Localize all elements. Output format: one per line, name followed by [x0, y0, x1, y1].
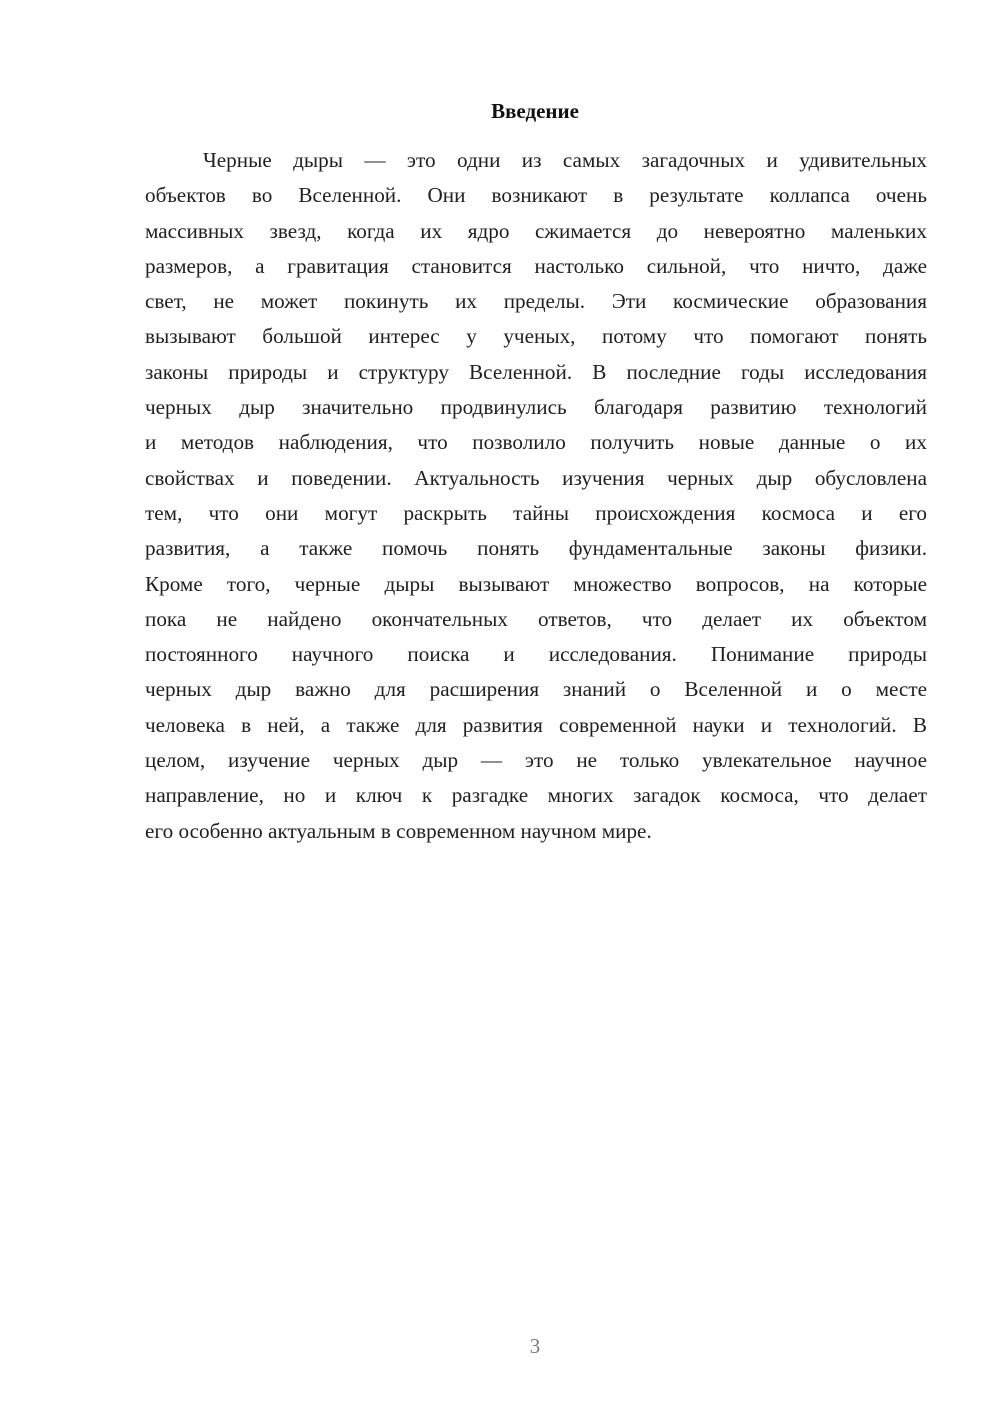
paragraph-line: размеров, а гравитация становится настолько сильной, что ничто, даже [145, 253, 927, 278]
section-heading: Введение [491, 99, 579, 123]
paragraph-line: пока не найдено окончательных ответов, что делает их объектом [145, 606, 927, 631]
paragraph-line: свойствах и поведении. Актуальность изучения черных дыр обусловлена [145, 465, 927, 490]
paragraph-line: направление, но и ключ к разгадке многих загадок космоса, что делает [145, 783, 927, 808]
paragraph-line: законы природы и структуру Вселенной. В последние годы исследования [145, 359, 927, 384]
paragraph-line: и методов наблюдения, что позволило получить новые данные о их [145, 430, 927, 455]
paragraph-line: черных дыр важно для расширения знаний о Вселенной и о месте [145, 677, 927, 702]
paragraph-line: объектов во Вселенной. Они возникают в результате коллапса очень [145, 183, 927, 208]
body-paragraph [145, 143, 927, 849]
paragraph-line: свет, не может покинуть их пределы. Эти космические образования [145, 289, 927, 314]
paragraph-line: черных дыр значительно продвинулись благодаря развитию технологий [145, 395, 927, 420]
page-number: 3 [529, 1334, 541, 1358]
paragraph-line: развития, а также помочь понять фундаментальные законы физики. [145, 536, 927, 561]
paragraph-line: вызывают большой интерес у ученых, потому что помогают понять [145, 324, 927, 349]
paragraph-line: массивных звезд, когда их ядро сжимается до невероятно маленьких [145, 218, 927, 243]
paragraph-line: тем, что они могут раскрыть тайны происхождения космоса и его [145, 500, 927, 525]
paragraph-line: человека в ней, а также для развития современной науки и технологий. В [145, 712, 927, 737]
paragraph-line: Кроме того, черные дыры вызывают множество вопросов, на которые [145, 571, 927, 596]
paragraph-line: постоянного научного поиска и исследования. Понимание природы [145, 642, 927, 667]
paragraph-line: целом, изучение черных дыр — это не только увлекательное научное [145, 748, 927, 773]
paragraph-line: его особенно актуальным в современном научном мире. [145, 818, 652, 843]
paragraph-line: Черные дыры — это одни из самых загадочных и удивительных [203, 148, 927, 172]
